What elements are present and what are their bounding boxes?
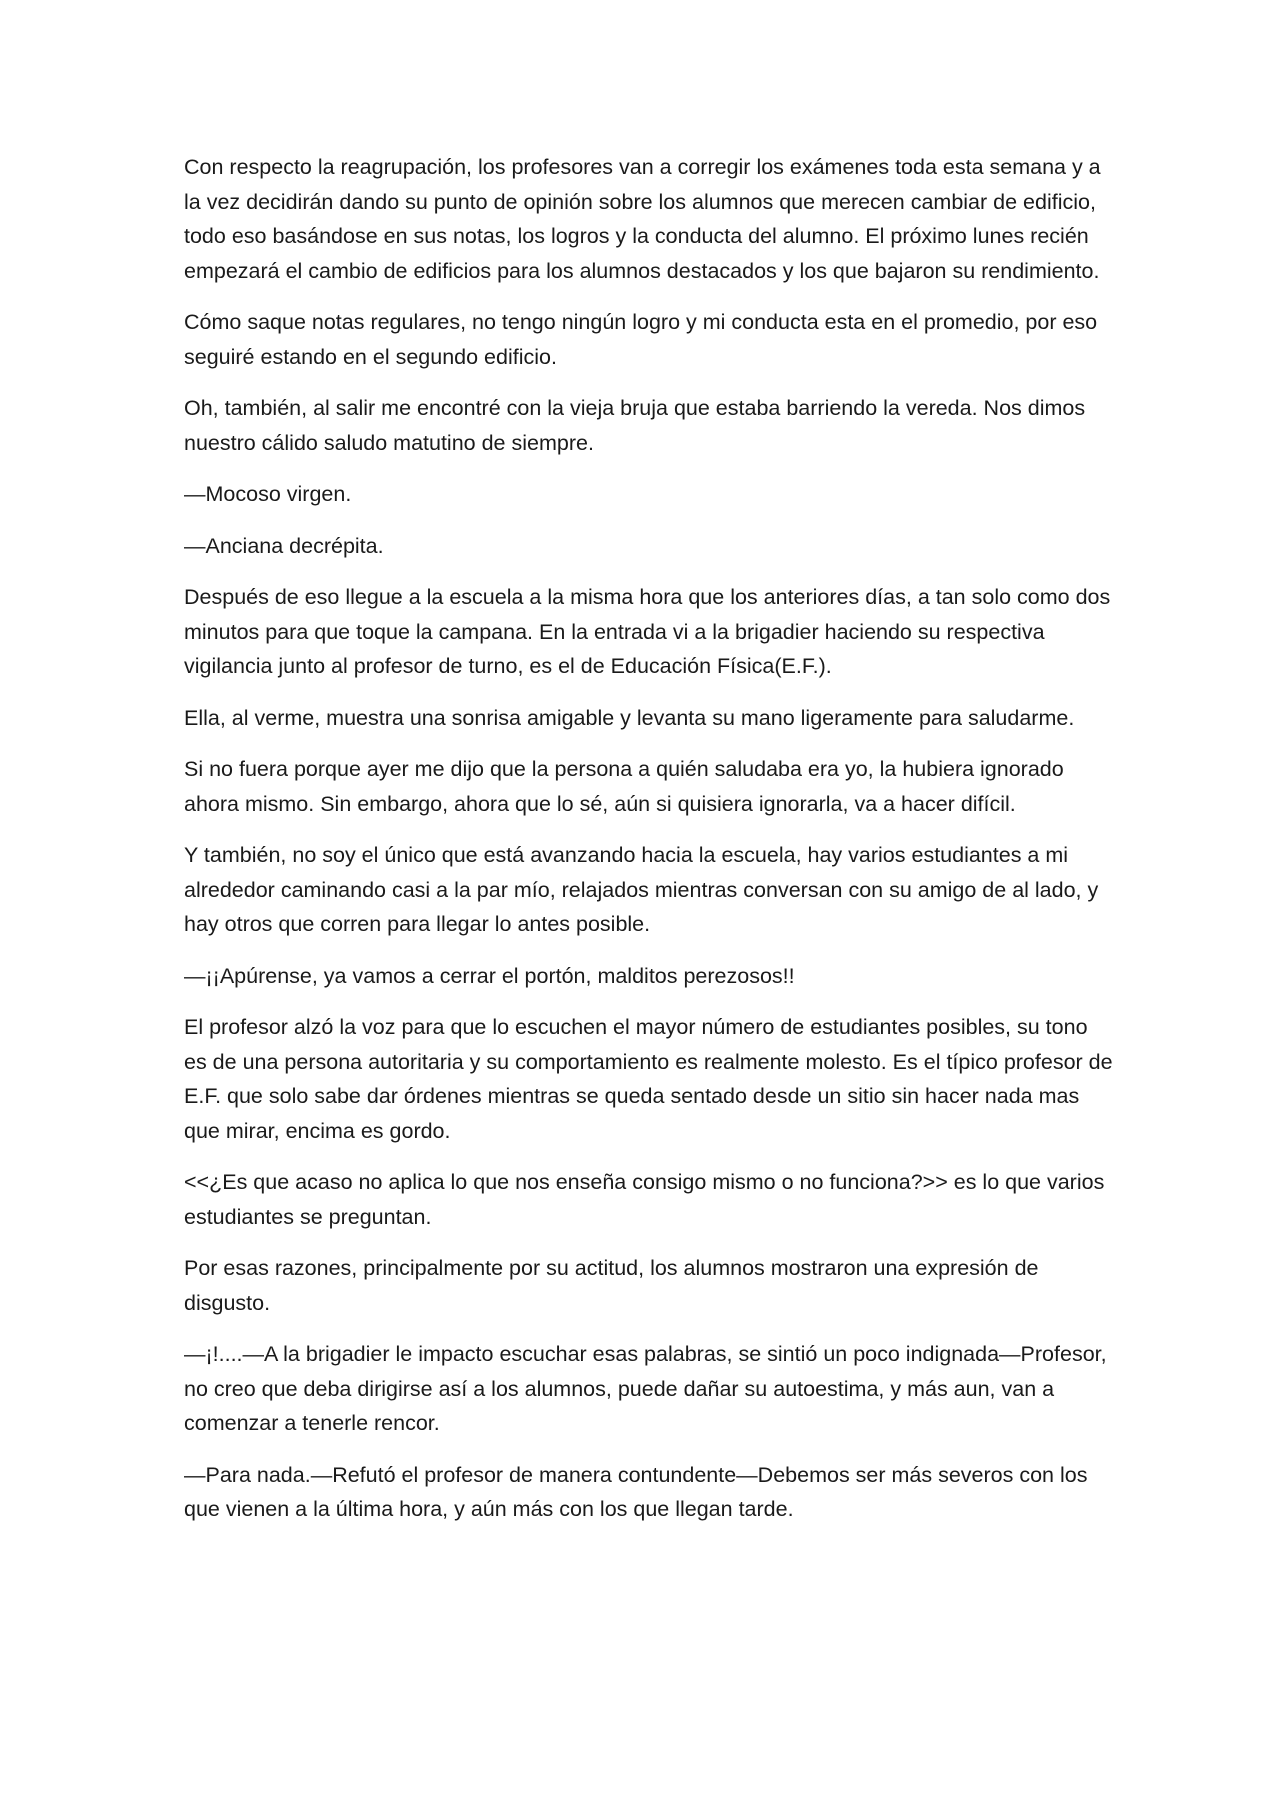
paragraph: El profesor alzó la voz para que lo escuchen el mayor número de estudiantes posibles, su tono es de una persona autoritaria y su comportamiento es realmente molesto. Es el típico profesor de E.F. que solo sabe dar órdenes mientras se queda sentado desde un sitio sin hacer nada mas que mirar, encima es gordo.: [184, 1015, 1113, 1143]
dialogue-line: —Para nada.—Refutó el profesor de manera contundente—Debemos ser más severos con los que vienen a la última hora, y aún más con los que llegan tarde.: [184, 1462, 1088, 1521]
dialogue-line: —Mocoso virgen.: [184, 482, 352, 506]
paragraph: <<¿Es que acaso no aplica lo que nos enseña consigo mismo o no funciona?>> es lo que varios estudiantes se preguntan.: [184, 1170, 1105, 1229]
document-body: [184, 150, 1114, 1544]
paragraph: Cómo saque notas regulares, no tengo ningún logro y mi conducta esta en el promedio, por eso seguiré estando en el segundo edificio.: [184, 310, 1098, 369]
paragraph: Después de eso llegue a la escuela a la misma hora que los anteriores días, a tan solo como dos minutos para que toque la campana. En la entrada vi a la brigadier haciendo su respectiva vigilancia junto al profesor de turno, es el de Educación Física(E.F.).: [184, 585, 1111, 678]
paragraph: Oh, también, al salir me encontré con la vieja bruja que estaba barriendo la vereda. Nos dimos nuestro cálido saludo matutino de siempre.: [184, 396, 1086, 455]
paragraph: Ella, al verme, muestra una sonrisa amigable y levanta su mano ligeramente para saludarme.: [184, 705, 1075, 730]
dialogue-line: —Anciana decrépita.: [184, 533, 384, 558]
paragraph: Y también, no soy el único que está avanzando hacia la escuela, hay varios estudiantes a mi alrededor caminando casi a la par mío, relajados mientras conversan con su amigo de al lado, y hay otros que corren para llegar lo antes posible.: [184, 843, 1099, 936]
dialogue-line: —¡¡Apúrense, ya vamos a cerrar el portón, malditos perezosos!!: [184, 963, 795, 988]
paragraph: Con respecto la reagrupación, los profesores van a corregir los exámenes toda esta semana y a la vez decidirán dando su punto de opinión sobre los alumnos que merecen cambiar de edificio, todo eso basándose en sus notas, los logros y la conducta del alumno. El próximo lunes recién empezará el cambio de edificios para los alumnos destacados y los que bajaron su rendimiento.: [184, 155, 1101, 283]
paragraph: Si no fuera porque ayer me dijo que la persona a quién saludaba era yo, la hubiera ignorado ahora mismo. Sin embargo, ahora que lo sé, aún si quisiera ignorarla, va a hacer difícil.: [184, 757, 1064, 816]
paragraph: Por esas razones, principalmente por su actitud, los alumnos mostraron una expresión de disgusto.: [184, 1256, 1039, 1315]
dialogue-line: —¡!....—A la brigadier le impacto escuchar esas palabras, se sintió un poco indignada—Profesor, no creo que deba dirigirse así a los alumnos, puede dañar su autoestima, y más aun, van a comenzar a tenerle rencor.: [184, 1342, 1107, 1435]
